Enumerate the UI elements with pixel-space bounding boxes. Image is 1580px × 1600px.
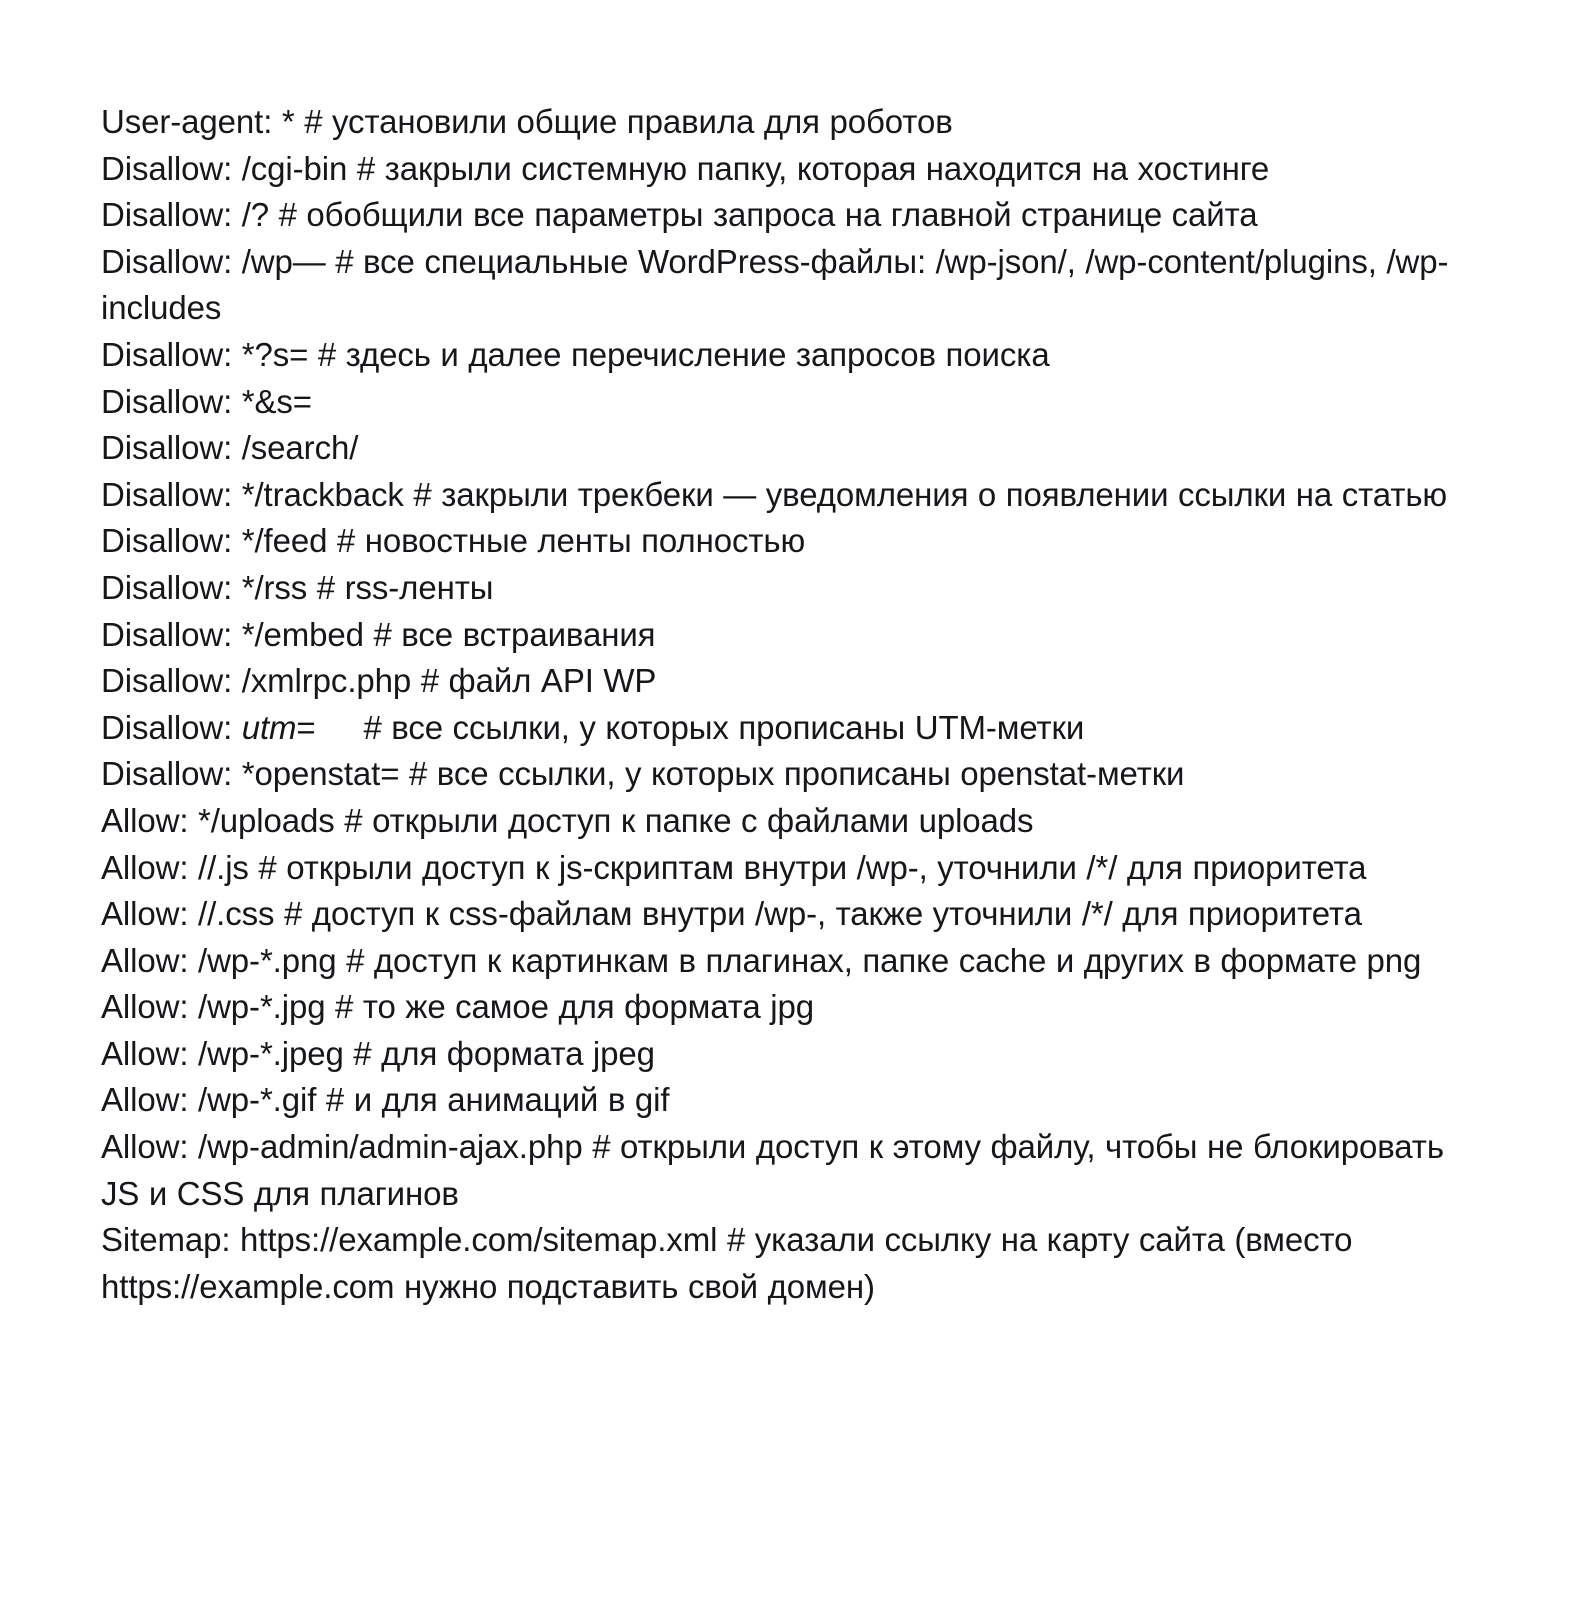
code-line-text: Allow: /wp-*.gif # и для анимаций в gif	[101, 1081, 670, 1119]
code-line-text: Disallow: /xmlrpc.php # файл API WP	[101, 662, 657, 700]
code-line-comment: # все ссылки, у которых прописаны UTM-метки	[363, 708, 1085, 746]
code-line	[101, 612, 1459, 659]
code-line	[101, 751, 1459, 798]
code-line-text: Allow: //.js # открыли доступ к js-скриптам внутри /wp-, уточнили /*/ для приоритета	[101, 848, 1367, 886]
code-line-text: Disallow: /search/	[101, 429, 359, 467]
code-line-text: Disallow: */feed # новостные ленты полностью	[101, 522, 806, 560]
code-line-gap	[316, 709, 364, 746]
code-line-text: Disallow: */rss # rss-ленты	[101, 568, 494, 606]
code-line	[101, 1217, 1459, 1310]
code-line	[101, 1124, 1459, 1217]
code-line-text: Allow: //.css # доступ к css-файлам внутри /wp-, также уточнили /*/ для приоритета	[101, 895, 1362, 933]
code-line	[101, 938, 1459, 985]
code-line	[101, 984, 1459, 1031]
code-line	[101, 379, 1459, 426]
code-line-text: Disallow: /cgi-bin # закрыли системную папку, которая находится на хостинге	[101, 149, 1270, 187]
code-line	[101, 192, 1459, 239]
code-line-text: Allow: /wp-*.jpg # то же самое для формата jpg	[101, 988, 814, 1026]
code-line	[101, 658, 1459, 705]
code-line-text: Sitemap: https://example.com/sitemap.xml # указали ссылку на карту сайта (вместо https://example.com нужно подставить свой домен)	[101, 1221, 1353, 1305]
code-line	[101, 472, 1459, 519]
code-line-text: Allow: /wp-*.png # доступ к картинкам в плагинах, папке cache и других в формате png	[101, 941, 1422, 979]
code-line	[101, 1077, 1459, 1124]
code-line	[101, 425, 1459, 472]
code-line-text: User-agent: * # установили общие правила для роботов	[101, 103, 953, 140]
code-line-text: Disallow: *?s= # здесь и далее перечисление запросов поиска	[101, 335, 1050, 373]
code-line	[101, 239, 1459, 332]
code-line	[101, 99, 1459, 146]
code-line	[101, 798, 1459, 845]
code-line-text: Disallow: /wp— # все специальные WordPress-файлы: /wp-json/, /wp-content/plugins, /wp-includes	[101, 242, 1449, 327]
code-token-utm-italic: utm	[241, 708, 297, 746]
code-line	[101, 845, 1459, 892]
code-line-directive-prefix: Disallow:	[101, 708, 242, 746]
code-line-text: Disallow: *&s=	[101, 382, 312, 420]
code-line	[101, 332, 1459, 379]
code-line-text: Allow: */uploads # открыли доступ к папке с файлами uploads	[101, 801, 1034, 839]
code-line-text: Allow: /wp-admin/admin-ajax.php # открыли доступ к этому файлу, чтобы не блокировать JS и CSS для плагинов	[101, 1128, 1444, 1212]
code-line	[101, 565, 1459, 612]
code-line	[101, 891, 1459, 938]
code-line-text: Disallow: *openstat= # все ссылки, у которых прописаны openstat-метки	[101, 755, 1185, 793]
code-line-utm	[101, 705, 1459, 752]
code-line-directive-suffix: =	[296, 708, 316, 746]
code-line-text: Disallow: */embed # все встраивания	[101, 615, 656, 653]
code-line-text: Allow: /wp-*.jpeg # для формата jpeg	[101, 1034, 655, 1072]
code-line	[101, 518, 1459, 565]
code-line-text: Disallow: */trackback # закрыли трекбеки — уведомления о появлении ссылки на статью	[101, 475, 1448, 513]
code-line	[101, 146, 1459, 193]
code-line-text: Disallow: /? # обобщили все параметры запроса на главной странице сайта	[101, 196, 1258, 234]
code-line	[101, 1031, 1459, 1078]
robots-txt-code-block	[101, 99, 1459, 1310]
